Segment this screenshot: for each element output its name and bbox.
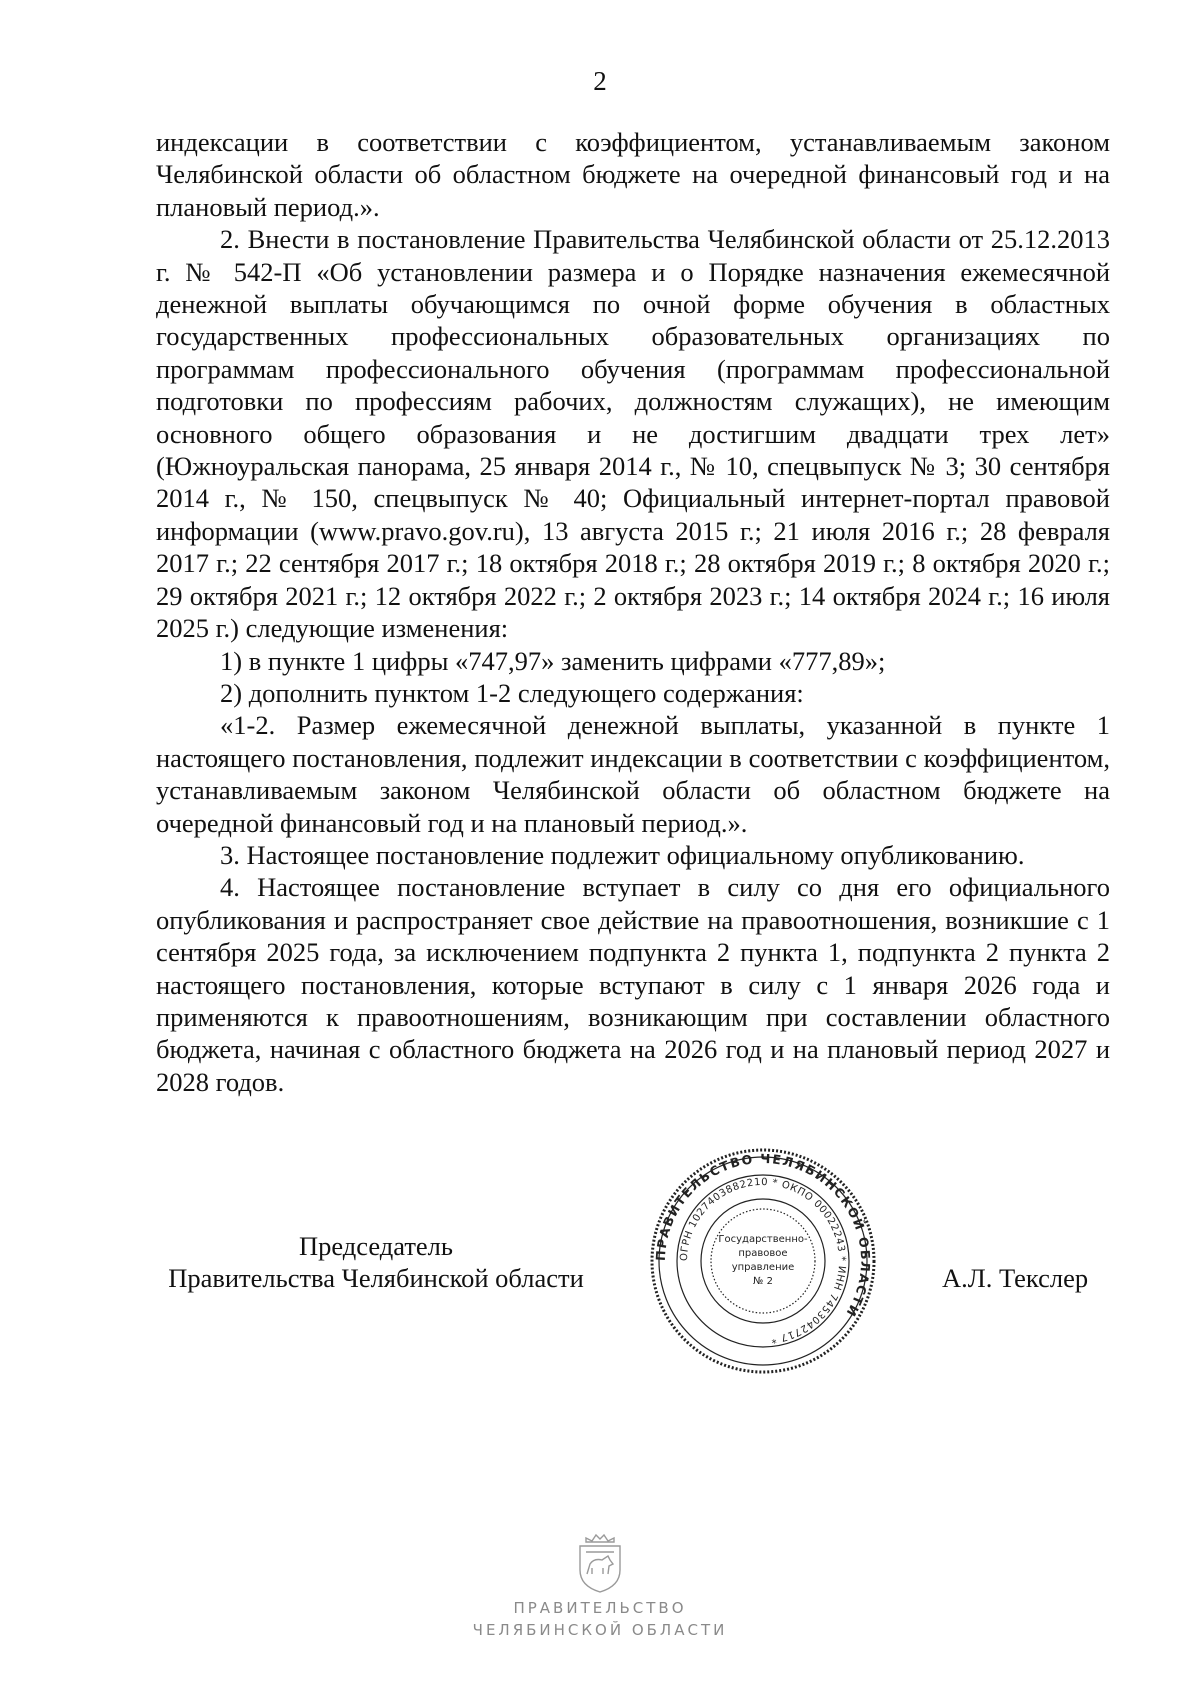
signatory-name: А.Л. Текслер — [942, 1263, 1089, 1293]
stamp-outer-text: ПРАВИТЕЛЬСТВО ЧЕЛЯБИНСКОЙ ОБЛАСТИ — [652, 1150, 874, 1321]
paragraph-6: 3. Настоящее постановление подлежит официальному опубликованию. — [220, 839, 1025, 870]
signature-title-line2: Правительства Челябинской области — [168, 1263, 584, 1293]
footer-line1: ПРАВИТЕЛЬСТВО — [513, 1599, 687, 1617]
signature-title — [156, 1230, 596, 1294]
signature-title-line1: Председатель — [299, 1231, 453, 1261]
footer-organization — [0, 1597, 1200, 1641]
stamp-center-line4: № 2 — [753, 1276, 773, 1287]
page-number: 2 — [593, 66, 607, 96]
paragraph-4: 2) дополнить пунктом 1-2 следующего содержания: — [220, 677, 804, 708]
coat-of-arms-icon — [570, 1530, 630, 1596]
svg-text:ОГРН 1027403882210 * ОКПО 0002 — [679, 1177, 847, 1345]
paragraph-2: 2. Внести в постановление Правительства Челябинской области от 25.12.2013 г. № 542-П «Об установлении размера и о Порядке назначения ежемесячной денежной выплаты обучающимся по очной форме обучения в областных государственных профессиональных образовательных организациях по программам профессионального обучения (программам профессиональной подготовки по профессиям рабочих, должностям служащих), не имеющим основного общего образования и не достигшим двадцати трех лет» (Южноуральская панорама, 25 января 2014 г., № 10, спецвыпуск № 3; 30 сентября 2014 г., № 150, спецвыпуск № 40; Официальный интернет-портал правовой информации (www.pravo.gov.ru), 13 августа 2015 г.; 21 июля 2016 г.; 28 февраля 2017 г.; 22 сентября 2017 г.; 18 октября 2018 г.; 28 октября 2019 г.; 8 октября 2020 г.; 29 октября 2021 г.; 12 октября 2022 г.; 2 октября 2023 г.; 14 октября 2024 г.; 16 июля 2025 г.) следующие изменения: — [156, 224, 1110, 644]
stamp-center-line1: Государственно- — [718, 1234, 808, 1245]
paragraph-7: 4. Настоящее постановление вступает в силу со дня его официального опубликования и распространяет свое действие на правоотношения, возникшие с 1 сентября 2025 года, за исключением подпункта 2 пункта 1, подпункта 2 пункта 2 настоящего постановления, которые вступают в силу с 1 января 2026 года и применяются к правоотношениям, возникающим при составлении областного бюджета, начиная с областного бюджета на 2026 год и на плановый период 2027 и 2028 годов. — [156, 872, 1110, 1097]
footer-line2: ЧЕЛЯБИНСКОЙ ОБЛАСТИ — [472, 1621, 728, 1639]
paragraph-3: 1) в пункте 1 цифры «747,97» заменить цифрами «777,89»; — [220, 645, 886, 676]
stamp-center-line2: правовое — [738, 1248, 788, 1259]
paragraph-5: «1-2. Размер ежемесячной денежной выплаты, указанной в пункте 1 настоящего постановления, подлежит индексации в соответствии с коэффициентом, устанавливаемым законом Челябинской области об областном бюджете на очередной финансовый год и на плановый период.». — [156, 710, 1110, 838]
official-stamp — [648, 1146, 878, 1376]
stamp-middle-text: ОГРН 1027403882210 * ОКПО 00022243 * ИНН 7453042717 * — [678, 1176, 848, 1345]
paragraph-1: индексации в соответствии с коэффициентом, устанавливаемым законом Челябинской области об областном бюджете на очередной финансовый год и на плановый период.». — [156, 127, 1110, 222]
stamp-center-line3: управление — [731, 1262, 795, 1273]
document-body — [156, 126, 1110, 1098]
